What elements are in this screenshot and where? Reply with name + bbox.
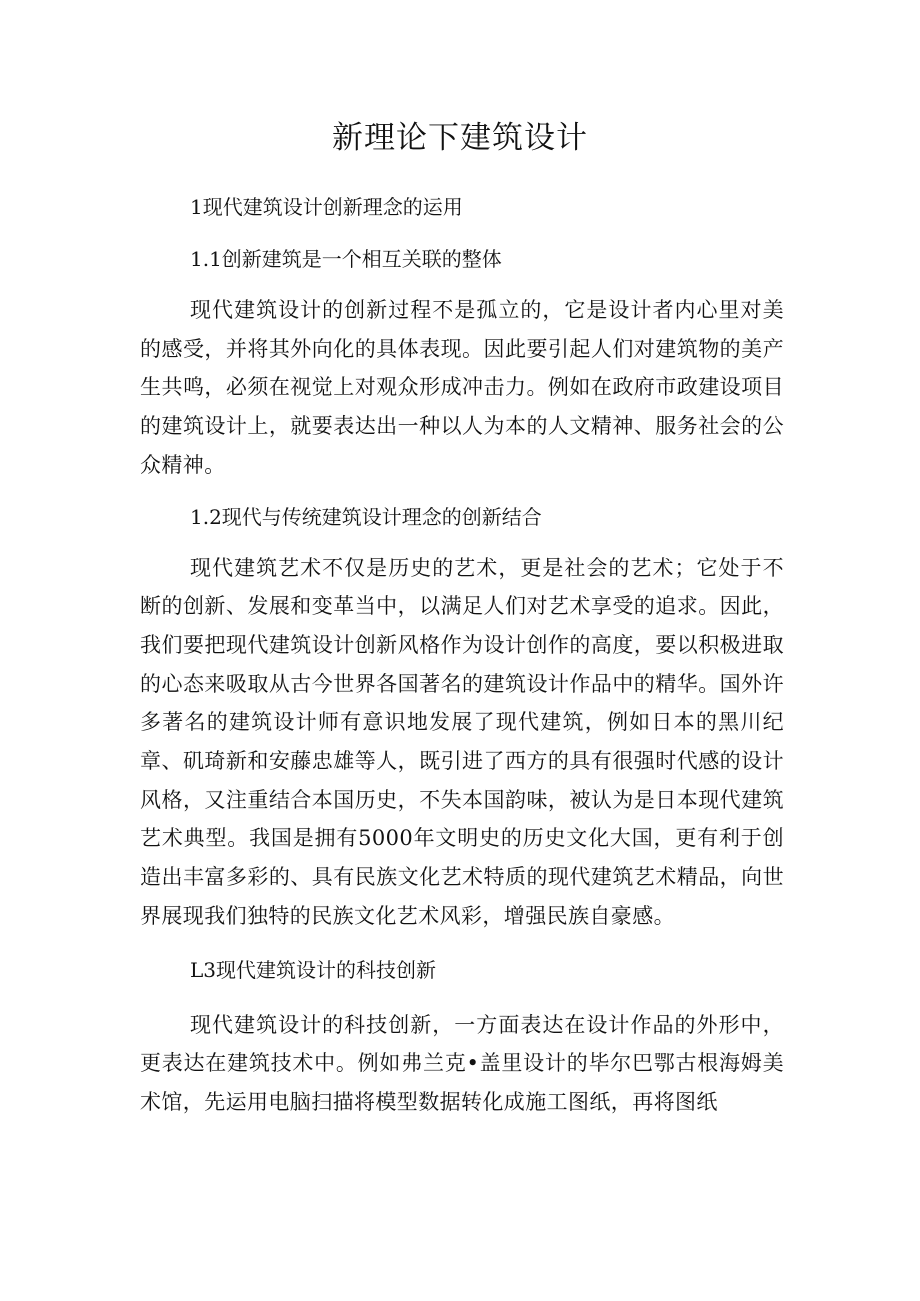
section-heading-1-1: 1.1创新建筑是一个相互关联的整体 bbox=[190, 247, 502, 271]
paragraph-1-3: 现代建筑设计的科技创新，一方面表达在设计作品的外形中，更表达在建筑技术中。例如弗兰克•盖里设计的毕尔巴鄂古根海姆美术馆，先运用电脑扫描将模型数据转化成施工图纸，再将图纸 bbox=[140, 1012, 784, 1114]
section-heading-1: 1现代建筑设计创新理念的运用 bbox=[190, 195, 463, 219]
document-body bbox=[140, 187, 784, 1122]
paragraph-1-1: 现代建筑设计的创新过程不是孤立的，它是设计者内心里对美的感受，并将其外向化的具体表现。因此要引起人们对建筑物的美产生共鸣，必须在视觉上对观众形成冲击力。例如在政府市政建设项目的建筑设计上，就要表达出一种以人为本的人文精神、服务社会的公众精神。 bbox=[140, 298, 784, 477]
section-heading-1-3: L3现代建筑设计的科技创新 bbox=[190, 957, 437, 982]
section-heading-1-2: 1.2现代与传统建筑设计理念的创新结合 bbox=[190, 504, 542, 529]
paragraph-1-2: 现代建筑艺术不仅是历史的艺术，更是社会的艺术；它处于不断的创新、发展和变革当中，以满足人们对艺术享受的追求。因此，我们要把现代建筑设计创新风格作为设计创作的高度，要以积极进取的心态来吸取从古今世界各国著名的建筑设计作品中的精华。国外许多著名的建筑设计师有意识地发展了现代建筑，例如日本的黑川纪章、矶琦新和安藤忠雄等人，既引进了西方的具有很强时代感的设计风格，又注重结合本国历史，不失本国韵味，被认为是日本现代建筑艺术典型。我国是拥有5000年文明史的历史文化大国，更有利于创造出丰富多彩的、具有民族文化艺术特质的现代建筑艺术精品，向世界展现我们独特的民族文化艺术风彩，增强民族自豪感。 bbox=[140, 555, 784, 928]
document-title: 新理论下建筑设计 bbox=[332, 120, 588, 156]
